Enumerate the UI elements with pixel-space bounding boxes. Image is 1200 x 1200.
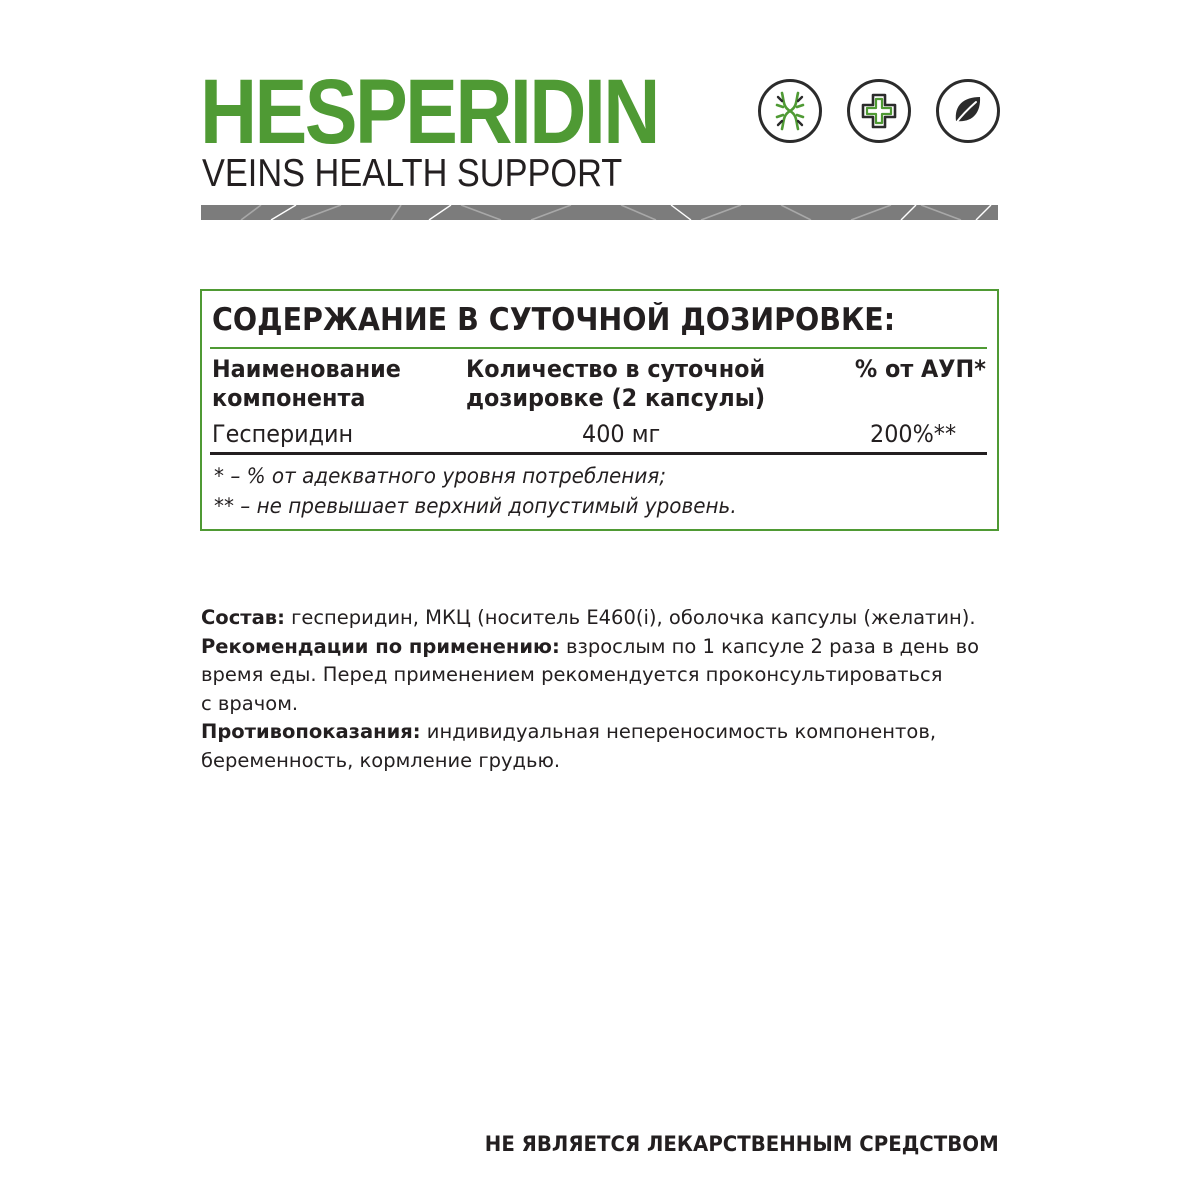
leaf-icon <box>936 79 1000 143</box>
product-title: HESPERIDIN <box>200 61 658 163</box>
table-cell-component: Гесперидин <box>212 420 354 448</box>
contraindications-label: Противопоказания: <box>201 720 421 743</box>
composition-text: гесперидин, МКЦ (носитель E460(i), оболочка капсулы (желатин). <box>284 606 976 629</box>
usage-paragraph <box>201 633 1001 662</box>
feature-icons <box>758 79 1000 143</box>
table-cell-percent: 200%** <box>870 420 957 448</box>
contraindications-paragraph <box>201 718 1001 747</box>
product-subtitle: VEINS HEALTH SUPPORT <box>202 152 623 195</box>
medical-cross-icon <box>847 79 911 143</box>
contraindications-text: индивидуальная непереносимость компонентов, <box>420 720 937 743</box>
disclaimer: НЕ ЯВЛЯЕТСЯ ЛЕКАРСТВЕННЫМ СРЕДСТВОМ <box>485 1132 999 1156</box>
column-header-line: дозировке (2 капсулы) <box>466 384 766 412</box>
composition-label: Состав: <box>201 606 285 629</box>
decorative-stripe <box>201 205 998 220</box>
usage-text-line: с врачом. <box>201 691 299 715</box>
contraindications-text-line: беременность, кормление грудью. <box>201 748 561 772</box>
table-heading: СОДЕРЖАНИЕ В СУТОЧНОЙ ДОЗИРОВКЕ: <box>212 302 896 338</box>
product-info <box>201 604 1001 775</box>
footnote: * – % от адекватного уровня потребления; <box>214 464 667 488</box>
column-header-line: Наименование <box>212 355 401 383</box>
divider <box>210 452 987 455</box>
column-header-component <box>212 355 401 413</box>
composition-paragraph <box>201 604 1001 633</box>
veins-icon <box>758 79 822 143</box>
dosage-table <box>200 289 999 531</box>
divider <box>210 347 987 349</box>
column-header-line: компонента <box>212 384 366 412</box>
usage-label: Рекомендации по применению: <box>201 634 560 658</box>
table-cell-amount: 400 мг <box>582 420 661 448</box>
usage-text: взрослым по 1 капсуле 2 раза в день во <box>559 634 980 658</box>
column-header-line: Количество в суточной <box>466 355 766 383</box>
usage-text-line: время еды. Перед применением рекомендуется проконсультироваться <box>201 663 943 686</box>
column-header-percent: % от АУП* <box>854 355 986 383</box>
column-header-amount <box>466 355 765 413</box>
footnote: ** – не превышает верхний допустимый уровень. <box>214 494 737 518</box>
